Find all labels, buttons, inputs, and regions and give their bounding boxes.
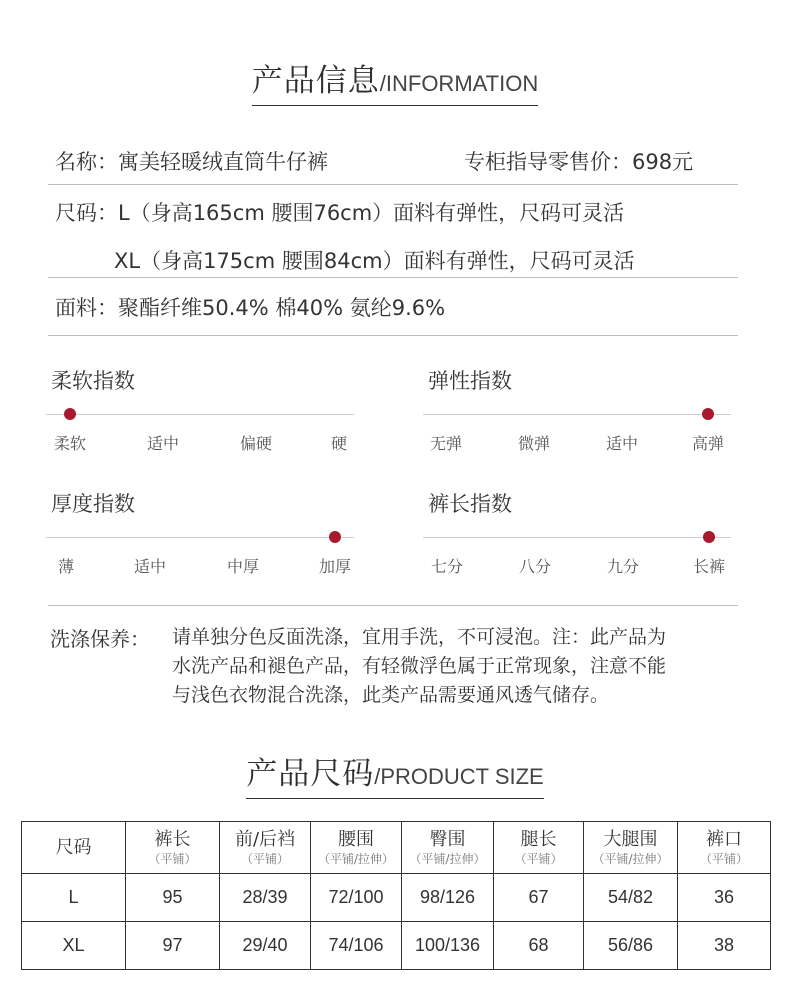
length-index-track (423, 537, 731, 538)
softness-label-1: 柔软 (53, 434, 87, 453)
cell-hip: 100/136 (402, 922, 494, 970)
header-thigh: 大腿围 （平铺/拉伸） (584, 822, 678, 874)
softness-label-2: 适中 (146, 434, 180, 453)
cell-hem: 36 (678, 874, 771, 922)
cell-inseam: 68 (494, 922, 584, 970)
cell-size: XL (22, 922, 126, 970)
softness-index-marker (64, 408, 76, 420)
length-label-2: 八分 (518, 557, 552, 576)
size-row-xl: XL（身高175cm 腰围84cm）面料有弹性，尺码可灵活 (114, 249, 635, 273)
wash-care-line-2: 水洗产品和褪色产品，有轻微浮色属于正常现象，注意不能 (172, 655, 667, 677)
elasticity-index-marker (702, 408, 714, 420)
cell-hem: 38 (678, 922, 771, 970)
divider-4 (48, 605, 738, 606)
product-size-section-title (0, 748, 790, 799)
header-hip: 臀围 （平铺/拉伸） (402, 822, 494, 874)
size-row-l: 尺码：L（身高165cm 腰围76cm）面料有弹性，尺码可灵活 (55, 201, 625, 225)
thickness-label-1: 薄 (57, 557, 75, 576)
product-size-title-cn: 产品尺码 (246, 756, 375, 792)
divider-1 (48, 184, 738, 185)
wash-care-label: 洗涤保养： (50, 627, 150, 651)
thickness-label-3: 中厚 (226, 557, 260, 576)
cell-size: L (22, 874, 126, 922)
length-index-marker (703, 531, 715, 543)
information-title-cn: 产品信息 (251, 63, 380, 99)
cell-length: 95 (126, 874, 220, 922)
table-row (22, 874, 771, 922)
header-hem: 裤口 （平铺） (678, 822, 771, 874)
length-index-title: 裤长指数 (428, 492, 512, 516)
table-row (22, 922, 771, 970)
information-title-en: /INFORMATION (379, 71, 539, 96)
cell-inseam: 67 (494, 874, 584, 922)
wash-care-text (172, 623, 752, 710)
cell-waist: 74/106 (311, 922, 402, 970)
elasticity-index-title: 弹性指数 (428, 369, 512, 393)
header-inseam: 腿长 （平铺） (494, 822, 584, 874)
wash-care-line-3: 与浅色衣物混合洗涤，此类产品需要通风透气储存。 (172, 684, 610, 706)
elasticity-label-4: 高弹 (691, 434, 725, 453)
cell-rise: 28/39 (220, 874, 311, 922)
softness-index-track (46, 414, 354, 415)
softness-label-4: 硬 (330, 434, 348, 453)
thickness-index-marker (329, 531, 341, 543)
header-size: 尺码 (22, 822, 126, 874)
product-size-title-underline (246, 748, 544, 799)
length-label-4: 长裤 (692, 557, 726, 576)
information-section-title (0, 55, 790, 106)
softness-label-3: 偏硬 (239, 434, 273, 453)
thickness-index-track (46, 537, 354, 538)
thickness-label-2: 适中 (133, 557, 167, 576)
product-size-title-en: /PRODUCT SIZE (374, 764, 544, 789)
wash-care-line-1: 请单独分色反面洗涤，宜用手洗，不可浸泡。注：此产品为 (172, 626, 667, 648)
header-length: 裤长 （平铺） (126, 822, 220, 874)
softness-index-title: 柔软指数 (51, 369, 135, 393)
size-table-header-row (22, 822, 771, 874)
size-table (21, 821, 771, 970)
cell-waist: 72/100 (311, 874, 402, 922)
retail-price: 专柜指导零售价：698元 (464, 150, 694, 174)
header-rise: 前/后裆 （平铺） (220, 822, 311, 874)
product-name: 名称：寓美轻暖绒直筒牛仔裤 (55, 150, 328, 174)
cell-length: 97 (126, 922, 220, 970)
cell-thigh: 54/82 (584, 874, 678, 922)
cell-rise: 29/40 (220, 922, 311, 970)
cell-thigh: 56/86 (584, 922, 678, 970)
elasticity-label-2: 微弹 (517, 434, 551, 453)
elasticity-label-3: 适中 (605, 434, 639, 453)
thickness-label-4: 加厚 (318, 557, 352, 576)
divider-3 (48, 335, 738, 336)
cell-hip: 98/126 (402, 874, 494, 922)
fabric-composition: 面料：聚酯纤维50.4% 棉40% 氨纶9.6% (55, 296, 446, 320)
elasticity-index-track (423, 414, 731, 415)
length-label-3: 九分 (606, 557, 640, 576)
header-waist: 腰围 （平铺/拉伸） (311, 822, 402, 874)
information-title-underline (252, 55, 538, 106)
elasticity-label-1: 无弹 (429, 434, 463, 453)
divider-2 (48, 277, 738, 278)
length-label-1: 七分 (430, 557, 464, 576)
thickness-index-title: 厚度指数 (51, 492, 135, 516)
